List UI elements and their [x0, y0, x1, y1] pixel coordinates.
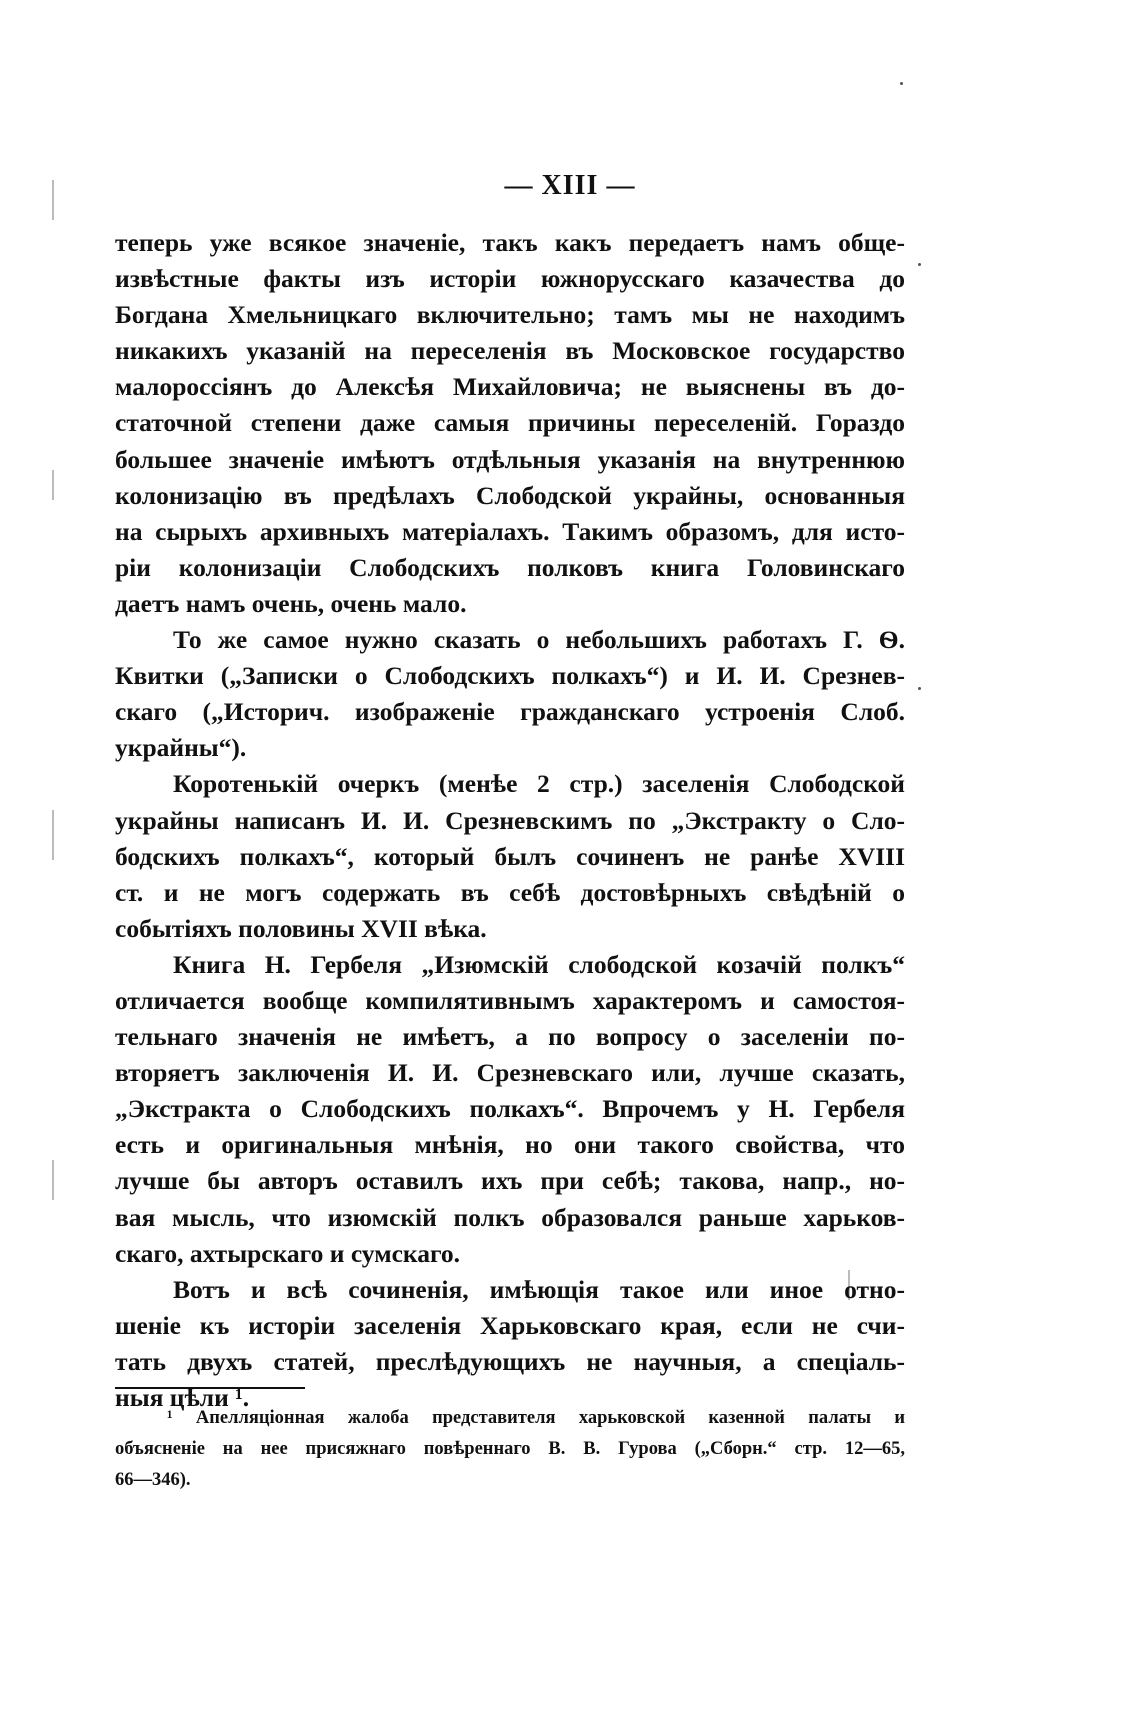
text-line: Коротенькiй очеркъ (менѣе 2 стр.) заселенiя Слободской [173, 769, 905, 799]
text-line: никакихъ указанiй на переселенiя въ Московское государство [115, 336, 905, 366]
text-line: бодскихъ полкахъ“, который былъ сочиненъ не ранѣе XVIII [115, 841, 905, 871]
text-line: Богдана Хмельницкаго включительно; тамъ мы не находимъ [115, 300, 905, 330]
text-line: лучше бы авторъ оставилъ ихъ при себѣ; такова, напр., но- [115, 1166, 905, 1196]
scan-speck [918, 263, 921, 266]
scan-margin-mark [52, 1160, 54, 1200]
text-line: на сырыхъ архивныхъ матерiалахъ. Такимъ образомъ, для исто- [115, 516, 905, 546]
text-line: То же самое нужно сказать о небольшихъ работахъ Г. Ѳ. [173, 625, 905, 655]
text-line: рiи колонизацiи Слободскихъ полковъ книга Головинскаго [115, 552, 905, 582]
text-line: теперь уже всякое значенiе, такъ какъ передаетъ намъ обще- [115, 228, 905, 257]
text-line: даетъ намъ очень, очень мало. [115, 588, 467, 618]
text-line: отличается вообще компилятивнымъ характеромъ и самостоя- [115, 985, 905, 1015]
text-line: малороссiянъ до Алексѣя Михайловича; не выяснены въ до- [115, 372, 905, 402]
footnote-line: ¹ Апелляцiонная жалоба представителя харьковской казенной палаты и [167, 1408, 905, 1428]
body-text [115, 225, 905, 1416]
footnote-line: объясненiе на нее присяжнаго повѣреннаго В. В. Гурова („Сборн.“ стр. 12—65, [115, 1439, 905, 1459]
scan-margin-mark [52, 470, 54, 500]
text-line: Вотъ и всѣ сочиненiя, имѣющiя такое или иное отно- [173, 1274, 905, 1304]
text-line: „Экстракта о Слободскихъ полкахъ“. Впрочемъ у Н. Гербеля [115, 1094, 905, 1124]
text-line: вая мысль, что изюмскiй полкъ образовался раньше харьков- [115, 1202, 905, 1232]
page-number: — XIII — [504, 170, 636, 201]
text-line: украйны“). [115, 733, 247, 763]
text-line: тельнаго значенiя не имѣетъ, а по вопросу о заселенiи по- [115, 1022, 905, 1052]
text-line: событiяхъ половины XVII вѣка. [115, 913, 487, 943]
scan-speck [918, 687, 921, 690]
scan-speck [900, 82, 903, 85]
scan-margin-mark [52, 810, 54, 860]
text-line: Книга Н. Гербеля „Изюмскiй слободской козачiй полкъ“ [173, 949, 905, 979]
text-line: украйны написанъ И. И. Срезневскимъ по „Экстракту о Сло- [115, 805, 905, 835]
text-line: большее значенiе имѣютъ отдѣльныя указанiя на внутреннюю [115, 444, 905, 474]
text-line: ст. и не могъ содержать въ себѣ достовѣрныхъ свѣдѣнiй о [115, 877, 905, 907]
text-line: извѣстные факты изъ исторiи южнорусскаго казачества до [115, 264, 905, 294]
footnote-line: 66—346). [115, 1470, 191, 1490]
text-line: шенiе къ исторiи заселенiя Харьковскаго края, если не счи- [115, 1310, 905, 1340]
footnote [115, 1403, 905, 1496]
text-line: вторяетъ заключенiя И. И. Срезневскаго или, лучше сказать, [115, 1058, 905, 1088]
text-line: скаго („Историч. изображенiе гражданскаго устроенiя Слоб. [115, 697, 905, 727]
text-line: ныя цѣли ¹. [115, 1383, 250, 1412]
text-line: есть и оригинальныя мнѣнiя, но они такого свойства, что [115, 1130, 905, 1160]
text-line: статочной степени даже самыя причины переселенiй. Гораздо [115, 408, 905, 438]
text-line: колонизацiю въ предѣлахъ Слободской украйны, основанныя [115, 480, 905, 510]
text-line: скаго, ахтырскаго и сумскаго. [115, 1238, 461, 1268]
text-line: тать двухъ статей, преслѣдующихъ не научныя, а спецiаль- [115, 1346, 905, 1376]
text-line: Квитки („Записки о Слободскихъ полкахъ“) и И. И. Срезнев- [115, 661, 905, 691]
footnote-separator [115, 1387, 305, 1389]
